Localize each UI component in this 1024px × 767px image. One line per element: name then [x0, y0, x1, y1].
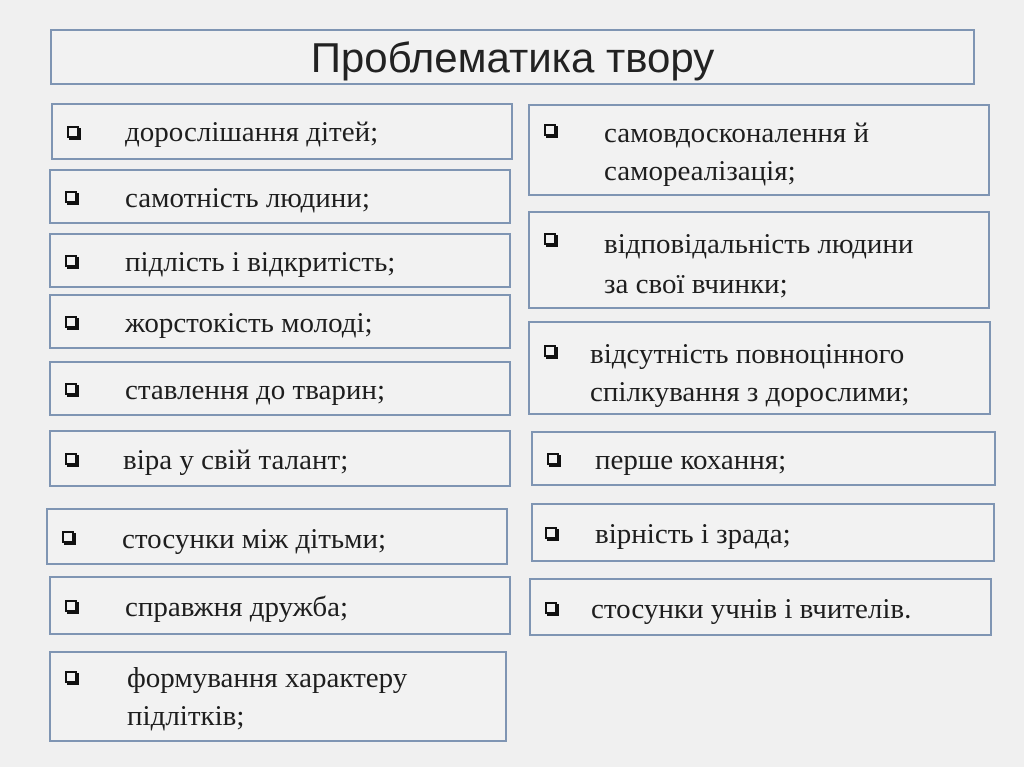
item-label-line1: відповідальність людини: [604, 228, 914, 260]
item-label-line2: самореалізація;: [604, 155, 796, 187]
item-label-line1: самовдосконалення й: [604, 117, 870, 149]
list-item: [531, 503, 995, 562]
list-item: [528, 321, 991, 415]
list-item: [49, 294, 511, 349]
checkbox-bullet-icon: [545, 602, 557, 614]
item-label-line1: формування характеру: [127, 662, 408, 694]
checkbox-bullet-icon: [67, 126, 79, 138]
item-label: стосунки учнів і вчителів.: [591, 593, 912, 625]
checkbox-bullet-icon: [547, 453, 559, 465]
list-item: [46, 508, 508, 565]
item-label: справжня дружба;: [125, 591, 349, 623]
list-item: [51, 103, 513, 160]
item-label: жорстокість молоді;: [125, 307, 373, 339]
page-title: Проблематика твору: [310, 34, 715, 81]
list-item: [531, 431, 996, 486]
checkbox-bullet-icon: [544, 124, 556, 136]
checkbox-bullet-icon: [65, 316, 77, 328]
item-label-line2: підлітків;: [127, 700, 245, 732]
checkbox-bullet-icon: [544, 233, 556, 245]
item-label: віра у свій талант;: [123, 444, 349, 476]
item-label: вірність і зрада;: [595, 518, 791, 550]
checkbox-bullet-icon: [544, 345, 556, 357]
checkbox-bullet-icon: [545, 527, 557, 539]
checkbox-bullet-icon: [65, 453, 77, 465]
item-label: перше кохання;: [595, 444, 787, 476]
title-box: [50, 29, 975, 85]
list-item: [49, 430, 511, 487]
checkbox-bullet-icon: [65, 671, 77, 683]
list-item: [528, 104, 990, 196]
list-item: [49, 169, 511, 224]
checkbox-bullet-icon: [65, 255, 77, 267]
item-label: ставлення до тварин;: [125, 374, 386, 406]
item-label-line2: за свої вчинки;: [604, 268, 788, 300]
item-label-line1: відсутність повноцінного: [590, 338, 905, 370]
list-item: [49, 576, 511, 635]
checkbox-bullet-icon: [65, 191, 77, 203]
list-item: [528, 211, 990, 309]
list-item: [49, 651, 507, 742]
list-item: [529, 578, 992, 636]
item-label: дорослішання дітей;: [125, 116, 379, 148]
checkbox-bullet-icon: [65, 383, 77, 395]
item-label: підлість і відкритість;: [125, 246, 396, 278]
item-label: стосунки між дітьми;: [122, 523, 387, 555]
checkbox-bullet-icon: [65, 600, 77, 612]
checkbox-bullet-icon: [62, 531, 74, 543]
item-label-line2: спілкування з дорослими;: [590, 376, 910, 408]
list-item: [49, 233, 511, 288]
list-item: [49, 361, 511, 416]
item-label: самотність людини;: [125, 182, 370, 214]
